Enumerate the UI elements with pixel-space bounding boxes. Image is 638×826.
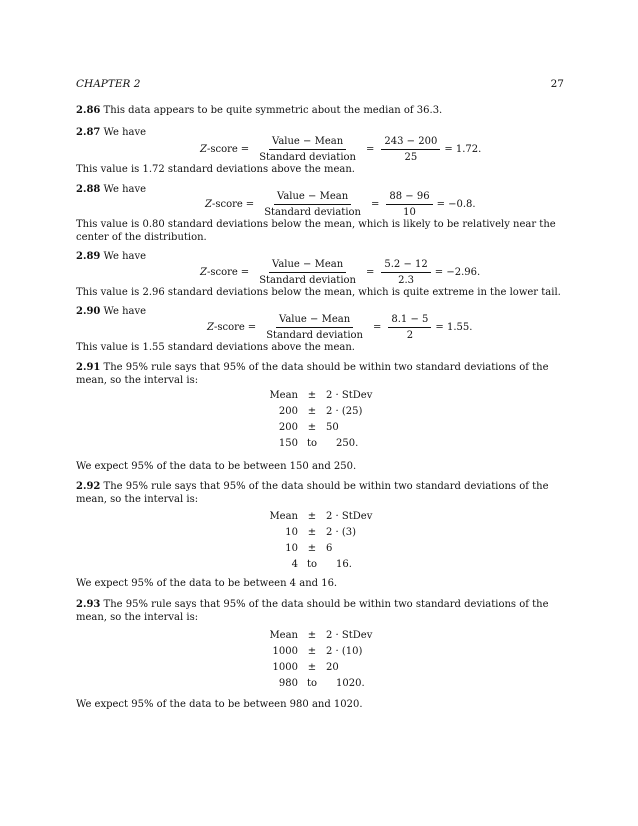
table-cell: ± bbox=[307, 406, 317, 417]
table-cell: 50 bbox=[326, 422, 339, 433]
table-cell: ± bbox=[307, 422, 317, 433]
problem-conclusion: We expect 95% of the data to be between 150 and 250. bbox=[76, 461, 357, 472]
fraction-denominator: Standard deviation bbox=[259, 152, 356, 163]
chapter-title: CHAPTER 2 bbox=[76, 78, 141, 90]
problem-text: This data appears to be quite symmetric about the median of 36.3. bbox=[103, 105, 443, 116]
fraction-denominator: 25 bbox=[404, 152, 418, 163]
problem-2-86 bbox=[76, 104, 564, 117]
formula-fraction bbox=[261, 190, 364, 219]
zscore-equation: Z -score = $\frac{\text{Value − Mean}}{\text{Standard deviation}}$ = $\frac{5.2 - 12}{2.3}$ = −2.96. bbox=[200, 259, 481, 286]
fraction-denominator: 2 bbox=[406, 330, 414, 341]
table-cell: 2 · (3) bbox=[326, 527, 357, 538]
interval-table bbox=[258, 388, 386, 452]
formula-fraction bbox=[256, 258, 359, 287]
formula-fraction bbox=[256, 135, 359, 164]
table-cell: 2 · (25) bbox=[326, 406, 363, 417]
table-cell: 20 bbox=[326, 662, 339, 673]
page-number: 27 bbox=[550, 78, 564, 90]
table-cell: ± bbox=[307, 511, 317, 522]
problem-intro: We have bbox=[103, 306, 147, 317]
fraction-numerator: Value − Mean bbox=[274, 190, 351, 205]
zscore-equation: Z -score = $\frac{\text{Value − Mean}}{\text{Standard deviation}}$ = $\frac{8.1 - 5}{2}$ = 1.55. bbox=[207, 314, 473, 341]
value-fraction bbox=[386, 190, 432, 219]
table-cell: 2 · (10) bbox=[326, 646, 363, 657]
z-label: -score bbox=[206, 144, 238, 155]
value-fraction bbox=[388, 313, 431, 342]
problem-explanation: This value is 1.55 standard deviations above the mean. bbox=[76, 342, 355, 353]
fraction-numerator: Value − Mean bbox=[269, 135, 346, 150]
fraction-denominator: Standard deviation bbox=[266, 330, 363, 341]
z-label: -score bbox=[206, 267, 238, 278]
fraction-numerator: 5.2 − 12 bbox=[381, 258, 430, 273]
table-cell: to bbox=[306, 438, 318, 449]
problem-conclusion: We expect 95% of the data to be between 4 and 16. bbox=[76, 578, 338, 589]
problem-number: 2.90 bbox=[76, 306, 101, 317]
table-row bbox=[258, 660, 386, 676]
table-row bbox=[258, 436, 386, 452]
equation-result: = 1.55. bbox=[435, 322, 473, 333]
table-cell: to bbox=[306, 678, 318, 689]
problem-number: 2.89 bbox=[76, 251, 101, 262]
table-row bbox=[258, 676, 386, 692]
problem-2-91 bbox=[76, 361, 564, 387]
formula-fraction bbox=[263, 313, 366, 342]
problem-2-93 bbox=[76, 598, 564, 624]
table-cell: 1000 bbox=[272, 662, 298, 673]
value-fraction bbox=[381, 135, 440, 164]
table-cell: 200 bbox=[278, 422, 298, 433]
problem-number: 2.93 bbox=[76, 599, 101, 610]
z-variable: Z bbox=[200, 144, 207, 155]
fraction-numerator: 8.1 − 5 bbox=[388, 313, 431, 328]
fraction-denominator: Standard deviation bbox=[264, 207, 361, 218]
problem-explanation: This value is 1.72 standard deviations above the mean. bbox=[76, 164, 355, 175]
table-cell: 10 bbox=[285, 543, 298, 554]
problem-explanation: This value is 0.80 standard deviations below the mean, which is likely to be relatively near the center of the distribution. bbox=[76, 219, 556, 243]
table-row bbox=[258, 509, 386, 525]
table-cell: 6 bbox=[326, 543, 333, 554]
problem-explanation: This value is 2.96 standard deviations below the mean, which is quite extreme in the lower tail. bbox=[76, 287, 561, 298]
table-cell: ± bbox=[307, 630, 317, 641]
zscore-equation: Z -score = $\frac{\text{Value − Mean}}{\text{Standard deviation}}$ = $\frac{88 - 96}{10}$ = −0.8. bbox=[205, 191, 476, 218]
table-cell: 2 · StDev bbox=[326, 390, 373, 401]
problem-number: 2.91 bbox=[76, 362, 101, 373]
problem-conclusion: We expect 95% of the data to be between 980 and 1020. bbox=[76, 699, 363, 710]
fraction-numerator: 243 − 200 bbox=[381, 135, 440, 150]
value-fraction bbox=[381, 258, 430, 287]
equation-result: = −2.96. bbox=[434, 267, 481, 278]
table-cell: 10 bbox=[285, 527, 298, 538]
table-row bbox=[258, 404, 386, 420]
table-row bbox=[258, 525, 386, 541]
table-cell: ± bbox=[307, 527, 317, 538]
equation-result: = 1.72. bbox=[444, 144, 482, 155]
problem-intro: We have bbox=[103, 127, 147, 138]
z-label: -score bbox=[213, 322, 245, 333]
z-label: -score bbox=[211, 199, 243, 210]
table-cell: ± bbox=[307, 662, 317, 673]
problem-text: The 95% rule says that 95% of the data should be within two standard deviations of the mean, so the interval is: bbox=[76, 362, 549, 386]
zscore-equation: Z -score = $\frac{\text{Value − Mean}}{\text{Standard deviation}}$ = $\frac{243 - 200}{25}$ = 1.72. bbox=[200, 136, 482, 163]
problem-text: The 95% rule says that 95% of the data should be within two standard deviations of the mean, so the interval is: bbox=[76, 599, 549, 623]
table-cell: 250. bbox=[336, 438, 359, 449]
fraction-numerator: 88 − 96 bbox=[386, 190, 432, 205]
table-cell: 2 · StDev bbox=[326, 630, 373, 641]
table-cell: 150 bbox=[278, 438, 298, 449]
problem-text: The 95% rule says that 95% of the data should be within two standard deviations of the mean, so the interval is: bbox=[76, 481, 549, 505]
fraction-denominator: 10 bbox=[403, 207, 416, 218]
table-cell: 2 · StDev bbox=[326, 511, 373, 522]
table-cell: 4 bbox=[291, 559, 298, 570]
problem-intro: We have bbox=[103, 251, 147, 262]
problem-number: 2.88 bbox=[76, 184, 101, 195]
table-cell: 1000 bbox=[272, 646, 298, 657]
table-cell: ± bbox=[307, 543, 317, 554]
table-row bbox=[258, 644, 386, 660]
fraction-denominator: 2.3 bbox=[398, 275, 415, 286]
fraction-denominator: Standard deviation bbox=[259, 275, 356, 286]
fraction-numerator: Value − Mean bbox=[276, 313, 353, 328]
table-cell: ± bbox=[307, 390, 317, 401]
table-cell: ± bbox=[307, 646, 317, 657]
table-row bbox=[258, 557, 386, 573]
interval-table bbox=[258, 628, 386, 692]
z-variable: Z bbox=[200, 267, 207, 278]
problem-number: 2.92 bbox=[76, 481, 101, 492]
table-row bbox=[258, 388, 386, 404]
fraction-numerator: Value − Mean bbox=[269, 258, 346, 273]
z-variable: Z bbox=[207, 322, 214, 333]
table-cell: 1020. bbox=[336, 678, 365, 689]
table-cell: to bbox=[306, 559, 318, 570]
problem-2-92 bbox=[76, 480, 564, 506]
table-row bbox=[258, 420, 386, 436]
equation-result: = −0.8. bbox=[436, 199, 476, 210]
table-cell: Mean bbox=[269, 630, 298, 641]
problem-number: 2.86 bbox=[76, 105, 101, 116]
table-cell: 16. bbox=[336, 559, 352, 570]
table-row bbox=[258, 628, 386, 644]
problem-intro: We have bbox=[103, 184, 147, 195]
table-cell: Mean bbox=[269, 511, 298, 522]
z-variable: Z bbox=[205, 199, 212, 210]
problem-number: 2.87 bbox=[76, 127, 101, 138]
interval-table bbox=[258, 509, 386, 573]
table-row bbox=[258, 541, 386, 557]
table-cell: 200 bbox=[278, 406, 298, 417]
table-cell: Mean bbox=[269, 390, 298, 401]
table-cell: 980 bbox=[278, 678, 298, 689]
